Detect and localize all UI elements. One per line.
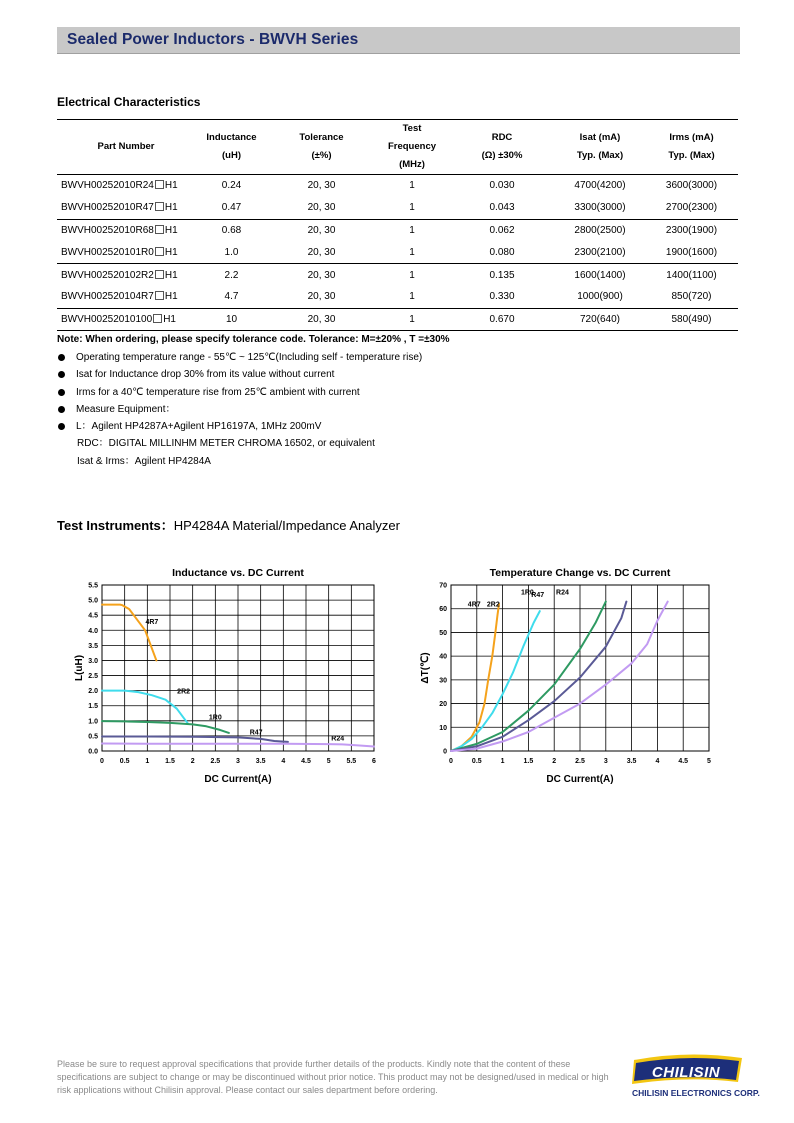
rdc-cell: 0.062 [489,224,515,236]
page-title: Sealed Power Inductors - BWVH Series [67,31,359,48]
isat-cell: 720(640) [555,308,645,330]
tolerance-cell: 20, 30 [268,241,375,263]
x-tick-label: 0 [449,758,453,765]
x-tick-label: 4 [281,758,286,765]
frequency-cell: 1 [375,241,449,263]
header-tolerance: Tolerance (±%) [268,120,375,175]
list-item: Measure Equipment： [57,401,422,418]
inductance-cell: 10 [195,308,268,330]
x-tick-label: 6 [372,758,376,765]
y-tick-label: 1.0 [88,718,98,726]
tolerance-cell: 20, 30 [307,224,336,236]
chart-title: Inductance vs. DC Current [172,567,304,579]
x-tick-label: 5 [326,758,331,765]
rdc-cell: 0.030 [489,180,515,192]
x-tick-label: 1.5 [523,758,534,765]
irms-cell: 3600(3000) [665,180,718,192]
irms-cell: 580(490) [645,308,738,330]
series-label-r47: R47 [249,729,263,737]
table-row [57,175,738,197]
bullet-icon [58,371,65,378]
y-tick-label: 4.5 [88,612,98,620]
header-bar [57,27,740,54]
y-tick-label: 2.5 [88,673,98,681]
bullet-icon [58,389,65,396]
header-irms: Irms (mA) Typ. (Max) [645,120,738,175]
irms-cell: 2300(1900) [665,224,718,236]
inductance-cell: 1.0 [195,241,268,263]
part-number: BWVH00252010R24 H1 [61,180,178,192]
x-tick-label: 1 [500,758,505,765]
frequency-cell: 1 [409,224,415,236]
section-title: Electrical Characteristics [57,95,201,109]
inductance-chart [66,562,386,794]
x-tick-label: 5.5 [346,758,357,765]
series-label-r47: R47 [531,591,545,599]
x-tick-label: 2 [190,758,195,765]
table-row [57,219,738,241]
inductance-cell: 2.2 [224,269,239,281]
inductance-cell: 0.24 [221,180,242,192]
y-tick-label: 40 [439,653,447,661]
header-inductance: Inductance (uH) [195,120,268,175]
y-axis-label: ΔT(℃) [420,652,431,684]
rdc-cell: 0.080 [449,241,555,263]
x-tick-label: 2.5 [575,758,585,765]
part-number: BWVH002520102R2 H1 [61,269,178,281]
specification-notes [57,349,422,470]
series-label-2r2: 2R2 [177,688,191,696]
inductance-cell: 4.7 [195,286,268,308]
tolerance-cell: 20, 30 [307,180,336,192]
y-tick-label: 3.5 [88,642,98,650]
frequency-cell: 1 [409,269,415,281]
svg-text:CHILISIN: CHILISIN [651,1064,721,1081]
isat-cell: 4700(4200) [574,180,626,192]
rdc-cell: 0.043 [449,197,555,219]
header-test-frequency: Test Frequency (MHz) [375,120,449,175]
y-tick-label: 60 [439,606,447,614]
series-label-r24: R24 [556,589,569,597]
x-tick-label: 4 [655,758,660,765]
test-instruments-value: HP4284A Material/Impedance Analyzer [173,518,400,533]
x-tick-label: 1.5 [165,758,175,765]
x-tick-label: 0 [100,758,104,765]
header-rdc: RDC (Ω) ±30% [449,120,555,175]
x-tick-label: 3 [236,758,240,765]
y-tick-label: 5.0 [88,597,98,605]
inductance-cell: 0.68 [221,224,242,236]
y-tick-label: 10 [439,724,447,732]
series-label-4r7: 4R7 [145,619,159,627]
x-tick-label: 0.5 [119,758,130,765]
frequency-cell: 1 [409,180,415,192]
table-row [57,241,738,263]
isat-cell: 1000(900) [555,286,645,308]
tolerance-cell: 20, 30 [268,286,375,308]
series-label-1r0: 1R0 [520,589,534,597]
y-tick-label: 0.5 [88,733,98,741]
tolerance-cell: 20, 30 [307,269,336,281]
test-instruments [57,515,400,534]
series-label-4r7: 4R7 [467,601,481,609]
chart-title: Temperature Change vs. DC Current [489,567,671,579]
tolerance-cell: 20, 30 [268,308,375,330]
y-tick-label: 0 [443,748,447,756]
y-tick-label: 0.0 [88,748,98,756]
x-tick-label: 5 [707,758,711,765]
y-tick-label: 2.0 [88,688,98,696]
rdc-cell: 0.330 [449,286,555,308]
header-part-number: Part Number [57,120,195,175]
part-number: BWVH002520104R7 H1 [57,286,195,308]
y-tick-label: 70 [439,582,447,590]
ordering-note: Note: When ordering, please specify tolerance code. Tolerance: M=±20% , T =±30% [57,334,450,345]
y-axis-label: L(uH) [74,654,85,682]
rdc-cell: 0.670 [449,308,555,330]
list-item: L：Agilent HP4287A+Agilent HP16197A, 1MHz 200mV [57,418,422,435]
table-row [57,264,738,286]
frequency-cell: 1 [375,197,449,219]
list-subitem: RDC：DIGITAL MILLINHM METER CHROMA 16502, or equivalent [77,438,375,450]
x-tick-label: 2.5 [210,758,221,765]
series-label-2r2: 2R2 [486,601,500,609]
x-tick-label: 3.5 [626,758,637,765]
x-tick-label: 4.5 [301,758,311,765]
x-tick-label: 3.5 [255,758,266,765]
list-item: Irms for a 40℃ temperature rise from 25℃ ambient with current [57,384,422,401]
y-tick-label: 5.5 [88,582,98,590]
x-tick-label: 4.5 [678,758,689,765]
isat-cell: 2800(2500) [574,224,626,236]
temperature-chart [406,562,726,794]
table-row [57,308,738,330]
part-number: BWVH00252010R68 H1 [61,224,178,236]
irms-cell: 1900(1600) [645,241,738,263]
rdc-cell: 0.135 [489,269,515,281]
test-instruments-label: Test Instruments： [57,518,174,533]
x-tick-label: 0.5 [471,758,482,765]
irms-cell: 850(720) [645,286,738,308]
bullet-icon [58,423,65,430]
list-item: Isat for Inductance drop 30% from its value without current [57,366,422,383]
isat-cell: 2300(2100) [555,241,645,263]
list-item: Operating temperature range - 55℃ ~ 125℃(Including self - temperature rise) [57,349,422,366]
electrical-characteristics-table [57,119,738,331]
table-row [57,197,738,219]
x-tick-label: 1 [145,758,150,765]
irms-cell: 2700(2300) [645,197,738,219]
bullet-icon [58,406,65,413]
isat-cell: 1600(1400) [574,269,626,281]
list-subitem: Isat & Irms：Agilent HP4284A [77,455,211,467]
frequency-cell: 1 [375,286,449,308]
series-label-1r0: 1R0 [208,714,222,722]
x-axis-label: DC Current(A) [546,774,614,785]
x-axis-label: DC Current(A) [204,774,272,785]
y-tick-label: 1.5 [88,703,98,711]
irms-cell: 1400(1100) [666,269,717,281]
y-tick-label: 3.0 [88,657,98,665]
x-tick-label: 3 [603,758,608,765]
part-number: BWVH00252010100 H1 [57,308,195,330]
disclaimer: Please be sure to request approval specifications that provide further details of the products. Kindly note that the content of these specifications are subject to change or may be discontinued without prior notice. This product may not be designed/used in medical or high risk applications without Chilisin approval. Please contact our sales department before ordering. [57,1059,609,1095]
x-tick-label: 2 [552,758,557,765]
header-isat: Isat (mA) Typ. (Max) [555,120,645,175]
company-name: CHILISIN ELECTRONICS CORP. [632,1088,760,1098]
part-number: BWVH002520101R0 H1 [57,241,195,263]
tolerance-cell: 20, 30 [268,197,375,219]
series-label-r24: R24 [331,735,345,743]
y-tick-label: 30 [439,677,447,685]
table-row [57,286,738,308]
isat-cell: 3300(3000) [555,197,645,219]
inductance-cell: 0.47 [195,197,268,219]
bullet-icon [58,354,65,361]
y-tick-label: 20 [439,701,447,709]
y-tick-label: 50 [439,629,447,637]
y-tick-label: 4.0 [88,627,98,635]
frequency-cell: 1 [375,308,449,330]
part-number: BWVH00252010R47 H1 [57,197,195,219]
